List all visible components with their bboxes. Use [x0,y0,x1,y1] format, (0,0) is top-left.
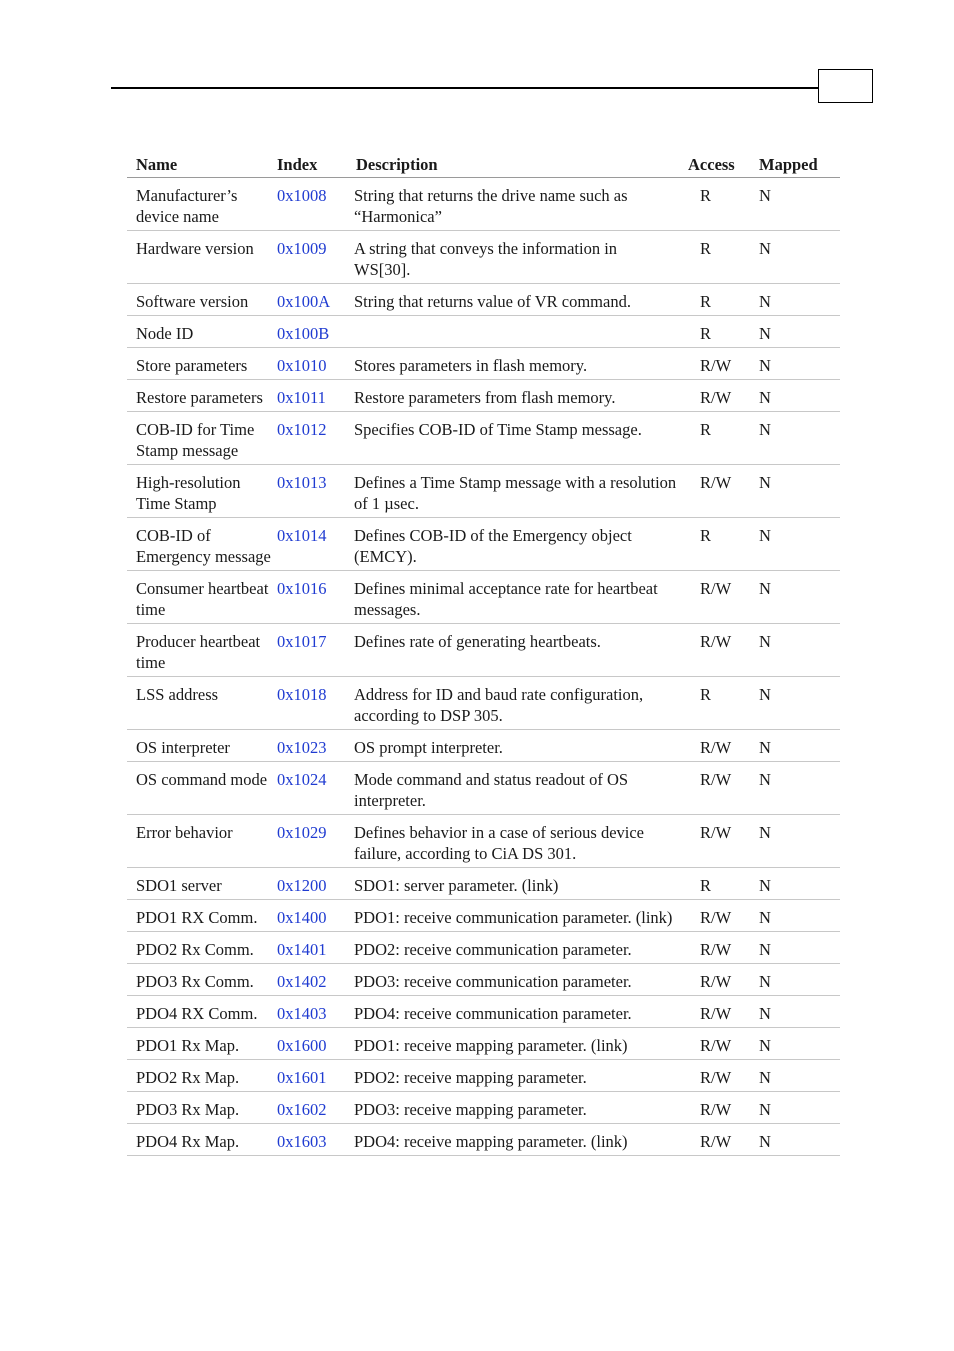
table-row [127,1124,840,1156]
cell-mapped: N [747,964,840,996]
cell-description: Restore parameters from flash memory. [350,380,679,412]
table-header-row [127,150,840,178]
cell-name: Hardware version [127,231,272,284]
table-row [127,1060,840,1092]
index-link[interactable]: 0x1012 [272,412,350,465]
table-row [127,815,840,868]
cell-description: String that returns value of VR command. [350,284,679,316]
cell-name: COB-ID for Time Stamp message [127,412,272,465]
cell-access: R/W [679,762,747,815]
index-link[interactable]: 0x1403 [272,996,350,1028]
cell-name: PDO1 Rx Map. [127,1028,272,1060]
cell-access: R [679,316,747,348]
cell-description: PDO2: receive communication parameter. [350,932,679,964]
cell-mapped: N [747,996,840,1028]
cell-mapped: N [747,412,840,465]
cell-access: R [679,178,747,231]
table-row [127,762,840,815]
cell-mapped: N [747,231,840,284]
cell-description: PDO1: receive mapping parameter. (link) [350,1028,679,1060]
cell-access: R [679,518,747,571]
cell-access: R/W [679,1028,747,1060]
cell-access: R/W [679,996,747,1028]
cell-name: LSS address [127,677,272,730]
cell-access: R/W [679,624,747,677]
table-row [127,932,840,964]
cell-mapped: N [747,1092,840,1124]
object-dictionary-table [127,150,840,1156]
cell-access: R/W [679,380,747,412]
cell-access: R/W [679,964,747,996]
index-link[interactable]: 0x1602 [272,1092,350,1124]
cell-access: R/W [679,571,747,624]
cell-access: R [679,231,747,284]
cell-mapped: N [747,1028,840,1060]
column-header-access: Access [679,150,747,178]
index-link[interactable]: 0x1600 [272,1028,350,1060]
index-link[interactable]: 0x1024 [272,762,350,815]
index-link[interactable]: 0x1601 [272,1060,350,1092]
column-header-name: Name [127,150,272,178]
cell-description: Defines COB-ID of the Emergency object (EMCY). [350,518,679,571]
cell-mapped: N [747,932,840,964]
index-link[interactable]: 0x100A [272,284,350,316]
cell-name: PDO2 Rx Map. [127,1060,272,1092]
cell-description: Mode command and status readout of OS interpreter. [350,762,679,815]
table-row [127,964,840,996]
cell-description: PDO3: receive mapping parameter. [350,1092,679,1124]
cell-mapped: N [747,868,840,900]
table-row [127,178,840,231]
cell-name: Manufacturer’s device name [127,178,272,231]
cell-description: Defines rate of generating heartbeats. [350,624,679,677]
cell-description: Defines a Time Stamp message with a resolution of 1 µsec. [350,465,679,518]
column-header-mapped: Mapped [747,150,840,178]
cell-mapped: N [747,900,840,932]
table-row [127,231,840,284]
index-link[interactable]: 0x1029 [272,815,350,868]
cell-mapped: N [747,465,840,518]
index-link[interactable]: 0x1402 [272,964,350,996]
table-row [127,900,840,932]
index-link[interactable]: 0x1014 [272,518,350,571]
table-row [127,348,840,380]
table-row [127,571,840,624]
cell-access: R/W [679,1124,747,1156]
cell-name: Store parameters [127,348,272,380]
index-link[interactable]: 0x1010 [272,348,350,380]
cell-name: High-resolution Time Stamp [127,465,272,518]
cell-mapped: N [747,316,840,348]
column-header-index: Index [272,150,350,178]
cell-access: R/W [679,900,747,932]
index-link[interactable]: 0x1011 [272,380,350,412]
cell-access: R/W [679,730,747,762]
cell-description: PDO2: receive mapping parameter. [350,1060,679,1092]
table-row [127,677,840,730]
cell-description: PDO3: receive communication parameter. [350,964,679,996]
cell-name: PDO4 Rx Map. [127,1124,272,1156]
cell-description: Specifies COB-ID of Time Stamp message. [350,412,679,465]
table-row [127,996,840,1028]
cell-description: Stores parameters in flash memory. [350,348,679,380]
cell-description: A string that conveys the information in WS[30]. [350,231,679,284]
cell-name: Consumer heartbeat time [127,571,272,624]
cell-description: Defines behavior in a case of serious device failure, according to CiA DS 301. [350,815,679,868]
cell-mapped: N [747,730,840,762]
header-rule [111,87,819,89]
table-body [127,178,840,1156]
cell-access: R/W [679,932,747,964]
cell-name: PDO4 RX Comm. [127,996,272,1028]
cell-mapped: N [747,1124,840,1156]
cell-mapped: N [747,380,840,412]
column-header-description: Description [350,150,679,178]
table-row [127,1092,840,1124]
cell-description: PDO1: receive communication parameter. (link) [350,900,679,932]
table-row [127,316,840,348]
cell-mapped: N [747,762,840,815]
cell-name: Restore parameters [127,380,272,412]
index-link[interactable]: 0x100B [272,316,350,348]
cell-name: Error behavior [127,815,272,868]
cell-mapped: N [747,624,840,677]
cell-name: PDO3 Rx Map. [127,1092,272,1124]
cell-mapped: N [747,284,840,316]
cell-mapped: N [747,518,840,571]
cell-mapped: N [747,348,840,380]
cell-access: R [679,284,747,316]
cell-description: PDO4: receive mapping parameter. (link) [350,1124,679,1156]
cell-description: PDO4: receive communication parameter. [350,996,679,1028]
cell-name: Producer heartbeat time [127,624,272,677]
index-link[interactable]: 0x1013 [272,465,350,518]
table-row [127,284,840,316]
cell-access: R/W [679,815,747,868]
page-number-box [818,69,873,103]
cell-description: String that returns the drive name such as “Harmonica” [350,178,679,231]
index-link[interactable]: 0x1023 [272,730,350,762]
object-dictionary-table-wrapper [127,150,840,1156]
cell-name: PDO3 Rx Comm. [127,964,272,996]
cell-access: R/W [679,1092,747,1124]
cell-access: R/W [679,465,747,518]
table-row [127,465,840,518]
cell-mapped: N [747,571,840,624]
index-link[interactable]: 0x1401 [272,932,350,964]
cell-name: SDO1 server [127,868,272,900]
cell-name: PDO2 Rx Comm. [127,932,272,964]
cell-name: Node ID [127,316,272,348]
table-row [127,868,840,900]
cell-name: COB-ID of Emergency message [127,518,272,571]
index-link[interactable]: 0x1200 [272,868,350,900]
index-link[interactable]: 0x1008 [272,178,350,231]
cell-description: Defines minimal acceptance rate for heartbeat messages. [350,571,679,624]
cell-access: R/W [679,348,747,380]
cell-description: SDO1: server parameter. (link) [350,868,679,900]
cell-access: R [679,868,747,900]
cell-description [350,316,679,348]
cell-mapped: N [747,815,840,868]
index-link[interactable]: 0x1400 [272,900,350,932]
cell-name: OS interpreter [127,730,272,762]
cell-mapped: N [747,677,840,730]
table-row [127,380,840,412]
cell-access: R/W [679,1060,747,1092]
cell-name: OS command mode [127,762,272,815]
index-link[interactable]: 0x1018 [272,677,350,730]
cell-access: R [679,677,747,730]
cell-mapped: N [747,178,840,231]
cell-name: PDO1 RX Comm. [127,900,272,932]
index-link[interactable]: 0x1009 [272,231,350,284]
table-row [127,624,840,677]
table-row [127,730,840,762]
table-row [127,1028,840,1060]
cell-name: Software version [127,284,272,316]
cell-mapped: N [747,1060,840,1092]
table-row [127,412,840,465]
table-header [127,150,840,178]
index-link[interactable]: 0x1603 [272,1124,350,1156]
cell-access: R [679,412,747,465]
index-link[interactable]: 0x1017 [272,624,350,677]
cell-description: Address for ID and baud rate configuration, according to DSP 305. [350,677,679,730]
table-row [127,518,840,571]
cell-description: OS prompt interpreter. [350,730,679,762]
index-link[interactable]: 0x1016 [272,571,350,624]
